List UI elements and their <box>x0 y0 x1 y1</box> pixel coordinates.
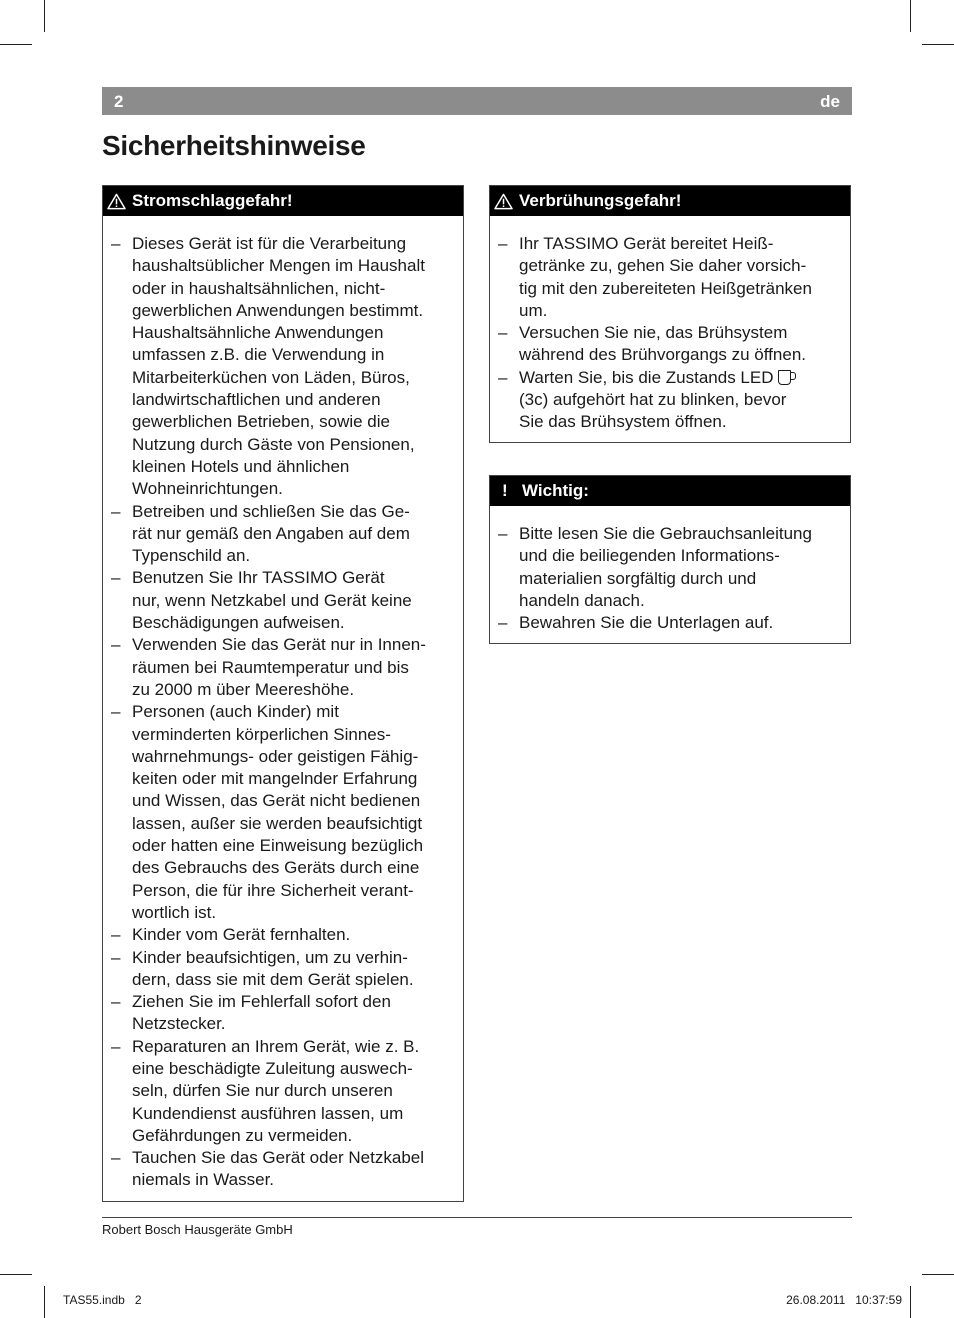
warning-triangle-icon <box>494 193 513 210</box>
list-item <box>490 367 846 434</box>
list-item: – Kinder beaufsichtigen, um zu verhin- dern, dass sie mit dem Gerät spielen. <box>103 947 459 992</box>
list-item: – Dieses Gerät ist für die Verarbeitung haushaltsüblicher Mengen im Haushalt oder in haushaltsähnlichen, nicht- gewerblichen Anwendungen bestimmt. Haushaltsähnliche Anwendungen umfassen z.B. die Verwendung in Mitarbeiterküchen von Läden, Büros, landwirtschaftlichen und anderen gewerblichen Betrieben, sowie die Nutzung durch Gäste von Pensionen, kleinen Hotels und ähnlichen Wohneinrichtungen. <box>103 233 459 501</box>
list-item: – Versuchen Sie nie, das Brühsystem während des Brühvorgangs zu öffnen. <box>490 322 846 367</box>
page-title: Sicherheitshinweise <box>102 130 366 161</box>
page-number: 2 <box>114 92 124 111</box>
scald-warning-box <box>489 185 851 443</box>
list-item-text: Warten Sie, bis die Zustands LED <box>519 367 774 387</box>
warning-list <box>490 216 850 434</box>
list-item: – Bitte lesen Sie die Gebrauchsanleitung und die beiliegenden Informations- materialien sorgfältig durch und handeln danach. <box>490 523 846 612</box>
print-slug-file: TAS55.indb 2 <box>63 1293 142 1307</box>
warning-triangle-icon <box>107 193 126 210</box>
list-item: – Verwenden Sie das Gerät nur in Innen- räumen bei Raumtemperatur und bis zu 2000 m über Meereshöhe. <box>103 634 459 701</box>
list-item: – Personen (auch Kinder) mit verminderten körperlichen Sinnes- wahrnehmungs- oder geistigen Fähig- keiten oder mit mangelnder Erfahrung und Wissen, das Gerät nicht bedienen lassen, außer sie werden beaufsichtigt oder hatten eine Einweisung bezüglich des Gebrauchs des Geräts durch eine Person, die für ihre Sicherheit verant- wortlich ist. <box>103 701 459 924</box>
crop-mark <box>910 1286 911 1318</box>
page-header-bar <box>102 87 852 115</box>
crop-mark <box>44 0 45 32</box>
crop-mark <box>910 0 911 32</box>
crop-mark <box>0 44 32 45</box>
box-heading <box>103 186 463 216</box>
notice-list <box>490 506 850 634</box>
crop-mark <box>922 1274 954 1275</box>
list-item: – Ziehen Sie im Fehlerfall sofort den Netzstecker. <box>103 991 459 1036</box>
list-item: – Kinder vom Gerät fernhalten. <box>103 924 459 946</box>
crop-mark <box>922 44 954 45</box>
list-item-text: (3c) aufgehört hat zu blinken, bevor Sie das Brühsystem öffnen. <box>519 390 787 432</box>
crop-mark <box>44 1286 45 1318</box>
footer-company: Robert Bosch Hausgeräte GmbH <box>102 1222 293 1237</box>
list-item: – Ihr TASSIMO Gerät bereitet Heiß- getränke zu, gehen Sie daher vorsich- tig mit den zubereiteten Heißgetränken um. <box>490 233 846 322</box>
box-heading <box>490 186 850 216</box>
box-heading-text: Verbrühungsgefahr! <box>519 191 682 210</box>
list-item: – Reparaturen an Ihrem Gerät, wie z. B. eine beschädigte Zuleitung auswech- seln, dürfen Sie nur durch unseren Kundendienst ausführen lassen, um Gefährdungen zu vermeiden. <box>103 1036 459 1147</box>
box-heading-text: Wichtig: <box>522 481 589 500</box>
list-item: – Tauchen Sie das Gerät oder Netzkabel niemals in Wasser. <box>103 1147 459 1192</box>
electric-shock-warning-box <box>102 185 464 1202</box>
list-item: – Benutzen Sie Ihr TASSIMO Gerät nur, wenn Netzkabel und Gerät keine Beschädigungen aufweisen. <box>103 567 459 634</box>
warning-list <box>103 216 463 1192</box>
box-heading-text: Stromschlaggefahr! <box>132 191 293 210</box>
print-slug-date: 26.08.2011 10:37:59 <box>786 1293 902 1307</box>
footer-divider <box>102 1217 852 1218</box>
list-item: – Betreiben und schließen Sie das Ge- rät nur gemäß den Angaben auf dem Typenschild an. <box>103 501 459 568</box>
crop-mark <box>0 1274 32 1275</box>
cup-led-icon <box>778 370 791 385</box>
important-notice-box <box>489 475 851 644</box>
box-heading <box>490 476 850 506</box>
language-code: de <box>820 92 840 111</box>
list-item: – Bewahren Sie die Unterlagen auf. <box>490 612 846 634</box>
exclamation-icon: ! <box>502 481 508 500</box>
